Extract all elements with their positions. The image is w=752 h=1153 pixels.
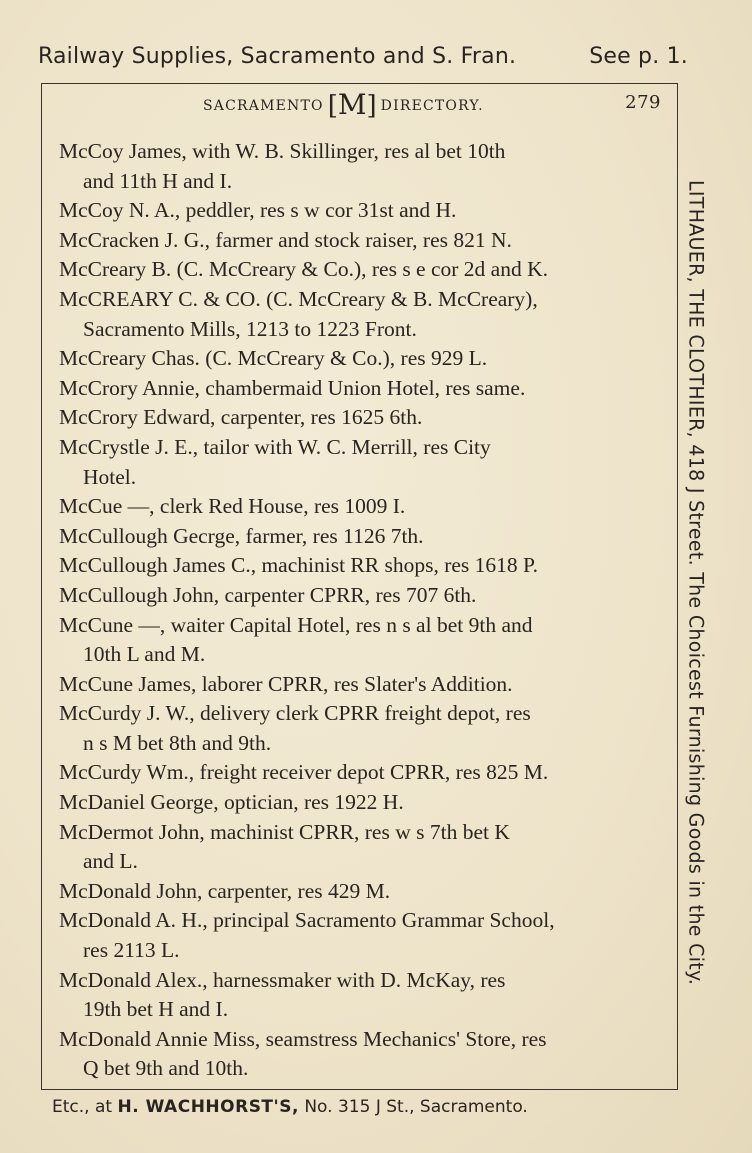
directory-entry	[59, 255, 662, 285]
entry-first-line: McDaniel George, optician, res 1922 H.	[59, 790, 404, 815]
directory-entry	[59, 344, 662, 374]
entry-first-line: McCune —, waiter Capital Hotel, res n s al bet 9th and	[59, 612, 533, 637]
entry-continuation-line: 10th L and M.	[83, 642, 206, 667]
directory-entry	[59, 551, 662, 581]
side-ad-text: LITHAUER, THE CLOTHIER, 418 J Street. The Choicest Furnishing Goods in the City.	[684, 180, 708, 986]
directory-entries	[59, 137, 662, 1084]
header-title: DIRECTORY.	[380, 97, 484, 114]
entry-continuation-line: and L.	[83, 849, 138, 874]
directory-entry	[59, 581, 662, 611]
page-number: 279	[625, 92, 661, 113]
bottom-ad-suffix: No. 315 J St., Sacramento.	[304, 1097, 528, 1117]
directory-entry	[59, 285, 662, 344]
directory-entry	[59, 611, 662, 670]
entry-first-line: McDonald John, carpenter, res 429 M.	[59, 878, 391, 903]
entry-continuation-line: Q bet 9th and 10th.	[83, 1056, 249, 1081]
directory-entry	[59, 196, 662, 226]
entry-first-line: McCullough James C., machinist RR shops, res 1618 P.	[59, 553, 538, 578]
entry-first-line: McDermot John, machinist CPRR, res w s 7th bet K	[59, 819, 510, 844]
header-city: SACRAMENTO	[203, 97, 324, 114]
directory-entry	[59, 758, 662, 788]
directory-entry	[59, 966, 662, 1025]
bracket-close: ]	[366, 91, 377, 121]
directory-entry	[59, 818, 662, 877]
directory-entry	[59, 433, 662, 492]
bracket-open: [	[327, 91, 338, 121]
bottom-ad-name: H. WACHHORST'S,	[117, 1097, 299, 1117]
header-letter: M	[337, 88, 367, 121]
entry-first-line: McCoy James, with W. B. Skillinger, res al bet 10th	[59, 139, 506, 163]
bottom-advertisement	[52, 1097, 677, 1117]
directory-entry	[59, 877, 662, 907]
entry-continuation-line: res 2113 L.	[83, 938, 180, 963]
directory-entry	[59, 226, 662, 256]
entry-first-line: McCurdy Wm., freight receiver depot CPRR, res 825 M.	[59, 760, 549, 785]
directory-entry	[59, 137, 662, 196]
directory-entry	[59, 403, 662, 433]
top-advertisement	[38, 44, 688, 69]
directory-entry	[59, 1025, 662, 1084]
entry-first-line: McCREARY C. & CO. (C. McCreary & B. McCreary),	[59, 286, 538, 311]
directory-entry	[59, 788, 662, 818]
entry-first-line: McCullough Gecrge, farmer, res 1126 7th.	[59, 523, 424, 548]
directory-entry	[59, 522, 662, 552]
entry-continuation-line: n s M bet 8th and 9th.	[83, 730, 272, 755]
header-letter-block	[327, 88, 377, 121]
bottom-ad-prefix: Etc., at	[52, 1097, 113, 1117]
entry-first-line: McCoy N. A., peddler, res s w cor 31st and H.	[59, 198, 457, 223]
entry-first-line: McCue —, clerk Red House, res 1009 I.	[59, 494, 406, 519]
entry-continuation-line: 19th bet H and I.	[83, 997, 229, 1022]
directory-entry	[59, 699, 662, 758]
entry-first-line: McCreary Chas. (C. McCreary & Co.), res 929 L.	[59, 346, 488, 371]
entry-first-line: McCracken J. G., farmer and stock raiser, res 821 N.	[59, 227, 512, 252]
running-header	[41, 88, 661, 122]
directory-entry	[59, 906, 662, 965]
entry-first-line: McDonald Alex., harnessmaker with D. McKay, res	[59, 967, 506, 992]
entry-first-line: McDonald Annie Miss, seamstress Mechanics' Store, res	[59, 1026, 547, 1051]
entry-continuation-line: Hotel.	[83, 464, 137, 489]
entry-first-line: McCrystle J. E., tailor with W. C. Merrill, res City	[59, 434, 491, 459]
side-advertisement	[676, 180, 716, 986]
entry-first-line: McCreary B. (C. McCreary & Co.), res s e cor 2d and K.	[59, 257, 548, 282]
entry-first-line: McDonald A. H., principal Sacramento Grammar School,	[59, 908, 555, 933]
directory-entry	[59, 670, 662, 700]
entry-first-line: McCurdy J. W., delivery clerk CPRR freight depot, res	[59, 701, 531, 726]
top-ad-page-ref: See p. 1.	[589, 44, 688, 69]
entry-first-line: McCrory Annie, chambermaid Union Hotel, res same.	[59, 375, 526, 400]
entry-first-line: McCune James, laborer CPRR, res Slater's Addition.	[59, 671, 513, 696]
entry-first-line: McCrory Edward, carpenter, res 1625 6th.	[59, 405, 423, 430]
entry-continuation-line: Sacramento Mills, 1213 to 1223 Front.	[83, 316, 417, 341]
entry-continuation-line: and 11th H and I.	[83, 168, 233, 193]
directory-entry	[59, 374, 662, 404]
entry-first-line: McCullough John, carpenter CPRR, res 707 6th.	[59, 582, 477, 607]
directory-entry	[59, 492, 662, 522]
top-ad-text: Railway Supplies, Sacramento and S. Fran.	[38, 44, 517, 69]
